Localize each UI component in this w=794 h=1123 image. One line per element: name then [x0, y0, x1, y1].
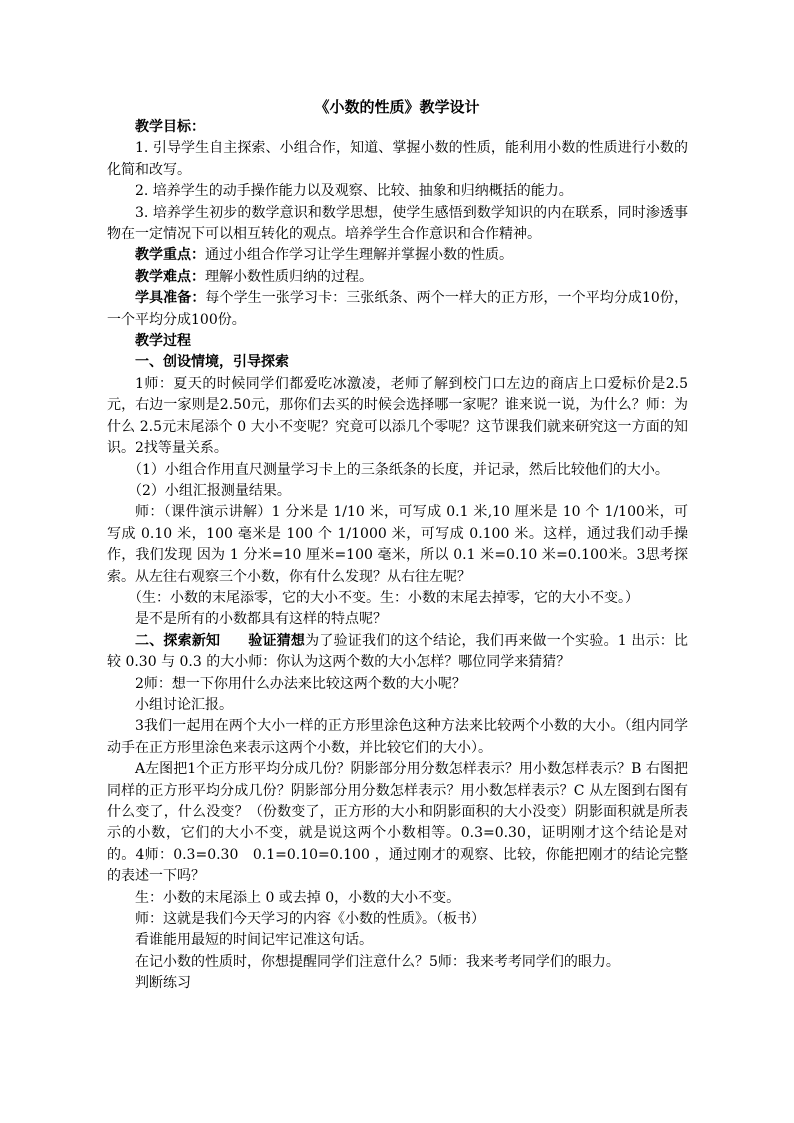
- paragraph-14: 看谁能用最短的时间记牢记准这句话。: [135, 932, 373, 949]
- paragraph-10: 3我们一起用在两个大小一样的正方形里涂色这种方法来比较两个小数的大小。（组内同学动手在正方形里涂色来表示这两个小数，并比较它们的大小）。: [107, 718, 688, 756]
- difficulty-label: 教学难点：: [135, 268, 205, 285]
- paragraph-7: 为了验证我们的这个结论，我们再来做一个实验。1 出示：比较 0.30 与 0.3 的大小师：你认为这两个数的大小怎样？哪位同学来猜猜？: [107, 632, 689, 671]
- paragraph-3: （2）小组汇报测量结果。: [128, 482, 291, 499]
- paragraph-8: 2师：想一下你用什么办法来比较这两个数的大小呢？: [135, 675, 466, 692]
- paragraph-6: 是不是所有的小数都具有这样的特点呢？: [135, 611, 387, 628]
- paragraph-11: A左图把1个正方形平均分成几份？阴影部分用分数怎样表示？用小数怎样表示？B 右图把同样的正方形平均分成几份？阴影部分用分数怎样表示？用小数怎样表示？C 从左图到右图有什么变了，什么没变？（份数变了，正方形的大小和阴影面积的大小没变）阴影面积就是所表示的小数，它们的大小不变，就是说这两个小数相等。0.3=0.30，证明刚才这个结论是对的。4师：0.3=0.30 0.1=0.10=0.100 ，通过刚才的观察、比较，你能把刚才的结论完整的表述一下吗？: [107, 761, 688, 885]
- process-heading: 教学过程: [135, 333, 191, 350]
- objective-1: 1. 引导学生自主探索、小组合作，知道、掌握小数的性质，能利用小数的性质进行小数的化简和改写。: [107, 140, 688, 178]
- key-point-paragraph: [107, 245, 688, 266]
- document-title: 《小数的性质》教学设计: [314, 98, 480, 116]
- difficulty-text: 理解小数性质归纳的过程。: [205, 268, 373, 285]
- section2-sub: 验证猜想: [248, 632, 306, 649]
- paragraph-12: 生：小数的末尾添上 0 或去掉 0，小数的大小不变。: [135, 889, 461, 906]
- difficulty-paragraph: [107, 267, 688, 288]
- materials-paragraph: [107, 288, 688, 331]
- paragraph-16: 判断练习: [135, 975, 191, 992]
- materials-text: 每个学生一张学习卡：三张纸条、两个一样大的正方形，一个平均分成10份，一个平均分成100份。: [107, 290, 689, 328]
- objective-3: 3. 培养学生初步的数学意识和数学思想，使学生感悟到数学知识的内在联系，同时渗透事物在一定情况下可以相互转化的观点。培养学生合作意识和合作精神。: [107, 204, 688, 243]
- materials-label: 学具准备：: [135, 290, 206, 307]
- section1-heading: 一、创设情境，引导探索: [135, 354, 289, 371]
- paragraph-1: 1师：夏天的时候同学们都爱吃冰激凌，老师了解到校门口左边的商店上口爱标价是2.5元，右边一家则是2.50元，那你们去买的时候会选择哪一家呢？谁来说一说，为什么？师：为什么 2.5元末尾添个 0 大小不变呢？究竟可以添几个零呢？这节课我们就来研究这一方面的知识。2找等量关系。: [107, 375, 688, 457]
- key-point-text: 通过小组合作学习让学生理解并掌握小数的性质。: [205, 247, 513, 264]
- section2-paragraph: [107, 631, 688, 674]
- objective-2: 2. 培养学生的动手操作能力以及观察、比较、抽象和归纳概括的能力。: [135, 183, 573, 200]
- objectives-heading: 教学目标：: [135, 119, 205, 135]
- key-point-label: 教学重点：: [135, 247, 205, 264]
- paragraph-2: （1）小组合作用直尺测量学习卡上的三条纸条的长度，并记录，然后比较他们的大小。: [128, 461, 669, 478]
- paragraph-13: 师：这就是我们今天学习的内容《小数的性质》。（板书）: [135, 911, 485, 928]
- paragraph-15: 在记小数的性质时，你想提醒同学们注意什么？5师：我来考考同学们的眼力。: [135, 953, 620, 970]
- paragraph-5: （生：小数的末尾添零，它的大小不变。生：小数的末尾去掉零，它的大小不变。）: [128, 589, 639, 606]
- paragraph-4: 师：（课件演示讲解）1 分米是 1/10 米，可写成 0.1 米,10 厘米是 10 个 1/100米，可写成 0.10 米，100 毫米是 100 个 1/1000 米，可写成 0.100 米。这样，通过我们动手操作，我们发现 因为 1 分米=10 厘米=100 毫米，所以 0.1 米=0.10 米=0.100米。3思考探索。从左往右观察三个小数，你有什么发现？从右往左呢？: [107, 504, 688, 585]
- paragraph-9: 小组讨论汇报。: [135, 696, 233, 713]
- section2-heading: 二、探索新知: [135, 632, 221, 649]
- document-body: [107, 117, 688, 995]
